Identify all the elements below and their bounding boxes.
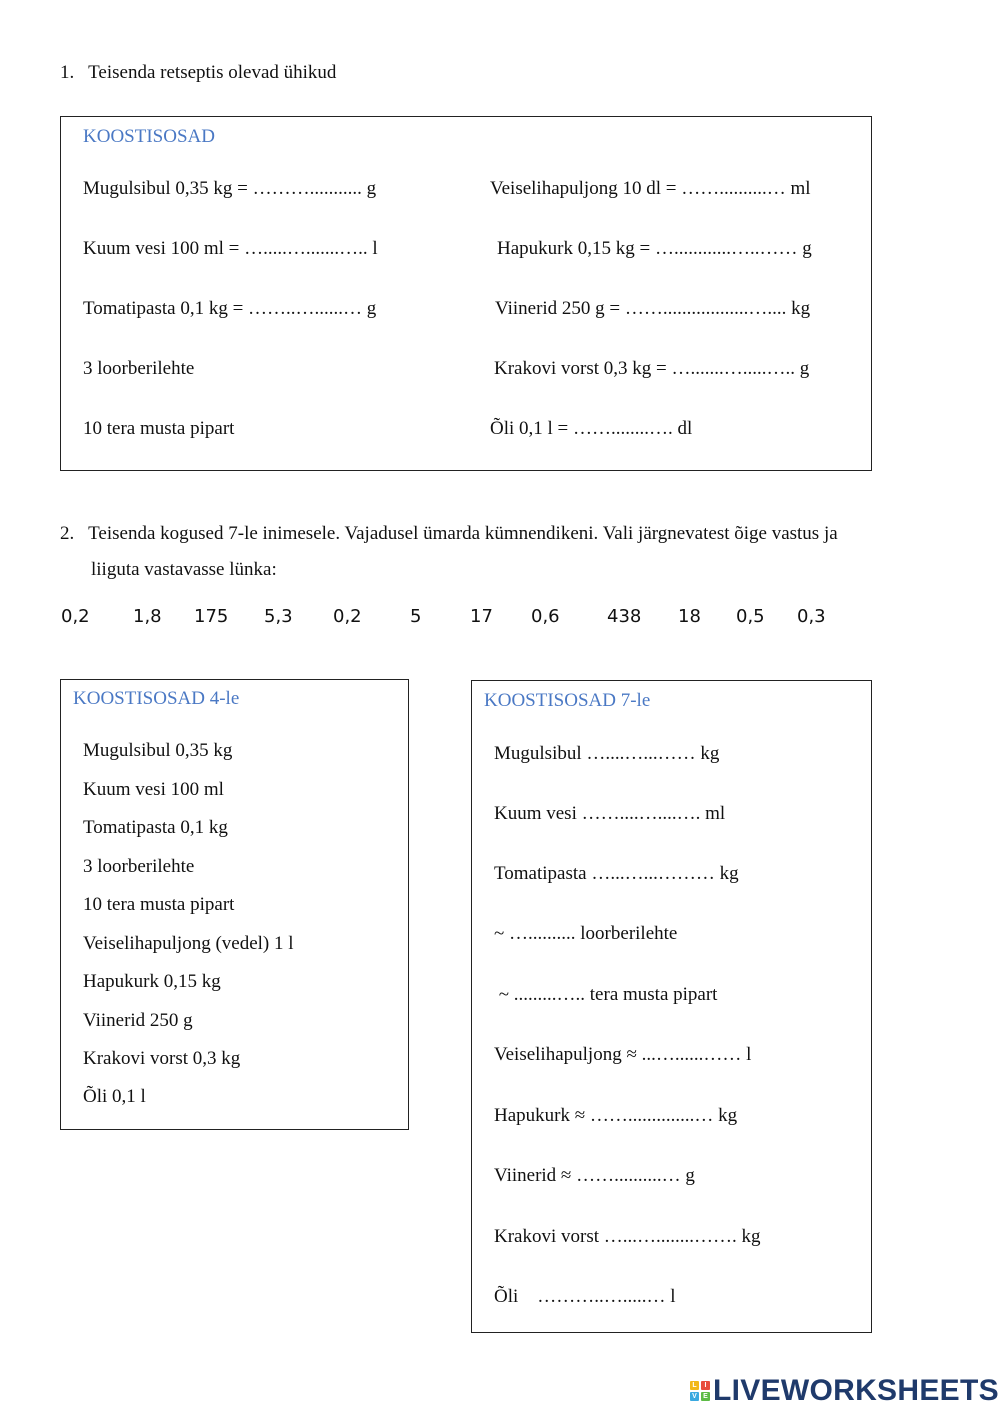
- task1-right-item: Õli 0,1 l = ……........…. dl: [490, 418, 693, 439]
- answer-option[interactable]: 17: [470, 606, 493, 627]
- ingredient-4-item: Veiselihapuljong (vedel) 1 l: [83, 933, 294, 954]
- ingredient-7-item[interactable]: ~ ….......... loorberilehte: [494, 923, 678, 944]
- answer-option[interactable]: 0,5: [736, 606, 765, 627]
- answer-option[interactable]: 0,2: [61, 606, 90, 627]
- answer-option[interactable]: 5: [410, 606, 422, 627]
- task2-heading-line1: 2. Teisenda kogused 7-le inimesele. Vajadusel ümarda kümnendikeni. Vali järgnevatest õige vastus ja: [60, 523, 838, 544]
- ingredient-7-item[interactable]: Tomatipasta …...…...……… kg: [494, 863, 739, 884]
- ingredient-4-item: Mugulsibul 0,35 kg: [83, 740, 233, 761]
- answer-option[interactable]: 0,3: [797, 606, 826, 627]
- ingredient-4-item: Krakovi vorst 0,3 kg: [83, 1048, 241, 1069]
- ingredient-4-item: Tomatipasta 0,1 kg: [83, 817, 228, 838]
- task1-right-item: Krakovi vorst 0,3 kg = ….......….....….. g: [494, 358, 810, 379]
- answer-option[interactable]: 1,8: [133, 606, 162, 627]
- task1-ingredients-box: [60, 116, 872, 471]
- task1-right-item: Hapukurk 0,15 kg = …............…..…… g: [497, 238, 812, 259]
- ingredient-7-item[interactable]: Kuum vesi ……....…....…. ml: [494, 803, 726, 824]
- ingredient-7-item[interactable]: ~ .........….. tera musta pipart: [494, 984, 718, 1005]
- task1-left-item: 3 loorberilehte: [83, 358, 195, 379]
- answer-option[interactable]: 0,2: [333, 606, 362, 627]
- ingredients-4-title: KOOSTISOSAD 4-le: [73, 688, 240, 709]
- answer-option[interactable]: 0,6: [531, 606, 560, 627]
- ingredient-4-item: Kuum vesi 100 ml: [83, 779, 224, 800]
- ingredient-4-item: 10 tera musta pipart: [83, 894, 235, 915]
- logo-square: L: [690, 1381, 699, 1390]
- ingredients-7-box: [471, 680, 872, 1333]
- ingredient-7-item[interactable]: Hapukurk ≈ ……..............… kg: [494, 1105, 738, 1126]
- liveworksheets-logo-icon: [690, 1381, 710, 1401]
- ingredient-7-item[interactable]: Viinerid ≈ ……..........… g: [494, 1165, 695, 1186]
- logo-square: V: [690, 1392, 699, 1401]
- task1-heading: 1. Teisenda retseptis olevad ühikud: [60, 62, 337, 83]
- ingredients-7-title: KOOSTISOSAD 7-le: [484, 690, 651, 711]
- ingredient-7-item[interactable]: Õli ………..….....… l: [494, 1286, 676, 1307]
- logo-square: E: [701, 1392, 710, 1401]
- liveworksheets-logo-text: LIVEWORKSHEETS: [713, 1374, 999, 1407]
- task1-left-item: Mugulsibul 0,35 kg = ………........... g: [83, 178, 377, 199]
- ingredient-4-item: Õli 0,1 l: [83, 1086, 146, 1107]
- task2-heading-line2: liiguta vastavasse lünka:: [91, 559, 277, 580]
- ingredient-4-item: 3 loorberilehte: [83, 856, 195, 877]
- task1-left-item: 10 tera musta pipart: [83, 418, 235, 439]
- task1-right-item: Viinerid 250 g = ……..................….... kg: [495, 298, 811, 319]
- task1-left-item: Tomatipasta 0,1 kg = ……..…......… g: [83, 298, 377, 319]
- task1-right-item: Veiselihapuljong 10 dl = ……..........… ml: [490, 178, 811, 199]
- logo-square: I: [701, 1381, 710, 1390]
- answer-option[interactable]: 5,3: [264, 606, 293, 627]
- ingredient-7-item[interactable]: Mugulsibul …....…...…… kg: [494, 743, 720, 764]
- answer-option[interactable]: 438: [607, 606, 642, 627]
- liveworksheets-logo: [690, 1374, 999, 1408]
- ingredient-7-item[interactable]: Veiselihapuljong ≈ ...…......…… l: [494, 1044, 752, 1065]
- ingredient-7-item[interactable]: Krakovi vorst …...…........……. kg: [494, 1226, 761, 1247]
- task1-left-item: Kuum vesi 100 ml = ….....….......….. l: [83, 238, 378, 259]
- answer-option[interactable]: 18: [678, 606, 701, 627]
- task1-box-title: KOOSTISOSAD: [83, 126, 215, 147]
- ingredient-4-item: Viinerid 250 g: [83, 1010, 193, 1031]
- ingredient-4-item: Hapukurk 0,15 kg: [83, 971, 221, 992]
- ingredients-4-box: [60, 679, 409, 1130]
- answer-option[interactable]: 175: [194, 606, 229, 627]
